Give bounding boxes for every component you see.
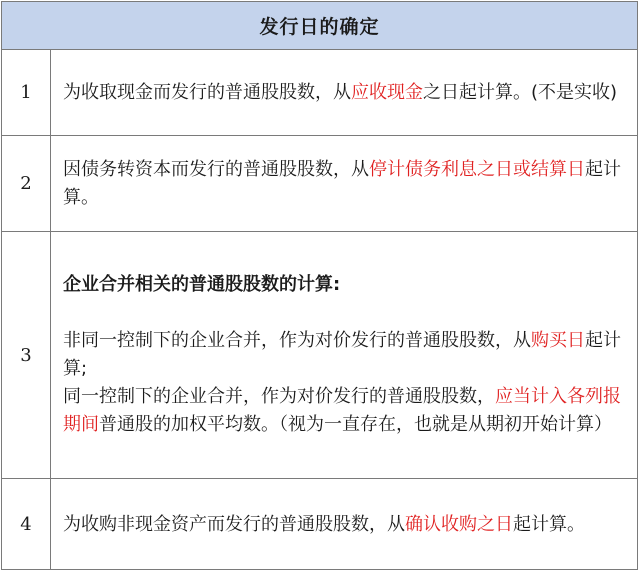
row-text (63, 232, 631, 478)
text-segment: 非同一控制下的企业合并，作为对价发行的普通股股数，从 (63, 330, 531, 351)
row-number: 1 (2, 50, 51, 135)
row-number: 4 (2, 479, 51, 570)
text-segment: 为收购非现金资产而发行的普通股股数，从 (63, 513, 405, 535)
row-text (63, 50, 631, 135)
text-segment: 因债务转资本而发行的普通股股数，从 (63, 158, 369, 180)
issue-date-table (1, 1, 638, 570)
text-segment: 起计算。 (513, 513, 585, 535)
highlighted-text: 停计债务利息之日或结算日 (369, 158, 585, 180)
table-row (2, 50, 637, 136)
row-number: 2 (2, 136, 51, 231)
text-segment: 之日起计算。(不是实收) (423, 81, 618, 103)
text-segment: 起计算; (63, 330, 621, 379)
row-number: 3 (2, 232, 51, 478)
row-text (63, 136, 631, 231)
table-row (2, 479, 637, 570)
highlighted-text: 应当计入各列报期间 (63, 386, 621, 435)
highlighted-text: 购买日 (531, 330, 585, 351)
table-header: 发行日的确定 (2, 2, 637, 50)
table-row (2, 232, 637, 479)
highlighted-text: 确认收购之日 (405, 513, 513, 535)
text-segment: 为收取现金而发行的普通股股数，从 (63, 81, 351, 103)
row-heading: 企业合并相关的普通股股数的计算: (63, 274, 341, 295)
highlighted-text: 应收现金 (351, 81, 423, 103)
row-text (63, 479, 631, 570)
text-segment: 同一控制下的企业合并，作为对价发行的普通股股数， (63, 386, 495, 407)
text-segment: 起计算。 (63, 158, 621, 208)
text-segment: 普通股的加权平均数。（视为一直存在，也就是从期初开始计算） (99, 414, 612, 435)
table-row (2, 136, 637, 232)
